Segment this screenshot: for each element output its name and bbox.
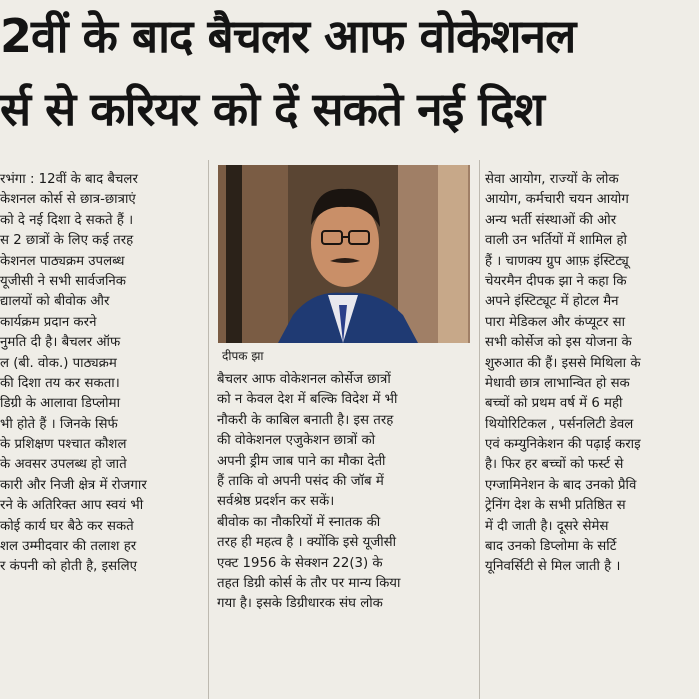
article-line: रने के अतिरिक्त आप स्वयं भी [0, 498, 144, 514]
article-line: सेवा आयोग, राज्यों के लोक [485, 172, 619, 187]
article-line: वाली उन भर्तियों में शामिल हो [485, 233, 627, 249]
article-line: बीवोक का नौकरियों में स्नातक की [217, 514, 381, 530]
article-line: हैं । चाणक्य ग्रुप आफ़ इंस्टिट्यू [485, 253, 629, 269]
article-line: रभंगा : 12वीं के बाद बैचलर [0, 172, 138, 187]
article-line: ट्रेनिंग देश के सभी प्रतिष्ठित स [485, 498, 626, 514]
article-line: अन्य भर्ती संस्थाओं की ओर [485, 212, 617, 228]
article-line: शुरुआत की हैं। इससे मिथिला के [485, 355, 641, 371]
article-line: मेधावी छात्र लाभान्वित हो सक [485, 375, 630, 391]
article-line: बैचलर आफ वोकेशनल कोर्सेज छात्रों [217, 372, 391, 387]
headline-line-2: र्स से करियर को दें सकते नई दिश [0, 82, 544, 136]
article-line: सभी कोर्सेज को इस योजना के [485, 335, 632, 351]
article-line: को न केवल देश में बल्कि विदेश में भी [217, 392, 398, 408]
article-line: में दी जाती है। दूसरे सेमेस [485, 518, 609, 534]
article-line: थियोरिटिकल , पर्सनलिटी डेवल [485, 416, 634, 432]
article-line: तरह ही महत्व है । क्योंकि इसे यूजीसी [217, 535, 397, 551]
article-line: की दिशा तय कर सकता। [0, 375, 120, 391]
article-line: है। फिर हर बच्चों को फर्स्ट से [485, 457, 624, 473]
article-line: यूनिवर्सिटी से मिल जाती है । [485, 559, 621, 575]
headline-line-1: 2वीं के बाद बैचलर आफ वोकेशनल [0, 9, 576, 63]
article-line: नौकरी के काबिल बनाती है। इस तरह [217, 412, 394, 428]
portrait-image [218, 165, 470, 343]
column-divider-left [208, 160, 209, 699]
article-line: तहत डिग्री कोर्स के तौर पर मान्य किया [217, 575, 401, 591]
article-line: द्यालयों को बीवोक और [0, 294, 110, 310]
article-line: को दे नई दिशा दे सकते हैं । [0, 212, 134, 228]
article-line: अपनी ड्रीम जाब पाने का मौका देती [217, 453, 386, 469]
article-line: के प्रशिक्षण पश्चात कौशल [0, 437, 127, 453]
article-line: कार्यक्रम प्रदान करने [0, 314, 97, 330]
article-line: र कंपनी को होती है, इसलिए [0, 559, 137, 575]
article-line: स 2 छात्रों के लिए कई तरह [0, 233, 134, 249]
article-line: भी होते हैं । जिनके सिर्फ [0, 416, 118, 432]
article-line: गया है। इसके डिग्रीधारक संघ लोक [217, 596, 383, 612]
portrait-photo [218, 165, 470, 343]
photo-caption: दीपक झा [222, 349, 264, 363]
article-line: केशनल पाठ्यक्रम उपलब्ध [0, 253, 125, 269]
article-column-middle [217, 370, 473, 699]
article-line: कारी और निजी क्षेत्र में रोजगार [0, 477, 147, 493]
article-line: बाद उनको डिप्लोमा के सर्टि [485, 539, 617, 555]
article-line: अपने इंस्टिट्यूट में होटल मैन [485, 294, 619, 310]
article-line: शल उम्मीदवार की तलाश हर [0, 539, 137, 555]
article-line: चेयरमैन दीपक झा ने कहा कि [485, 273, 627, 289]
article-line: नुमति दी है। बैचलर ऑफ [0, 335, 121, 351]
column-divider-right [479, 160, 480, 699]
article-line: डिग्री के आलावा डिप्लोमा [0, 396, 121, 412]
article-line: बच्चों को प्रथम वर्ष में 6 मही [485, 396, 623, 412]
article-line: एग्जामिनेशन के बाद उनको प्रैवि [485, 477, 637, 493]
article-line: कोई कार्य घर बैठे कर सकते [0, 518, 134, 534]
article-column-left [0, 170, 200, 699]
article-line: हैं ताकि वो अपनी पसंद की जॉब में [217, 473, 384, 489]
article-line: यूजीसी ने सभी सार्वजनिक [0, 273, 127, 289]
article-line: की वोकेशनल एजुकेशन छात्रों को [217, 433, 376, 449]
article-line: सर्वश्रेष्ठ प्रदर्शन कर सकें। [217, 494, 335, 510]
article-line: ल (बी. वोक.) पाठ्यक्रम [0, 355, 117, 371]
article-column-right [485, 170, 699, 699]
article-line: आयोग, कर्मचारी चयन आयोग [485, 192, 629, 208]
article-line: पारा मेडिकल और कंप्यूटर सा [485, 314, 626, 330]
article-line: एक्ट 1956 के सेक्शन 22(3) के [217, 555, 383, 571]
article-line: के अवसर उपलब्ध हो जाते [0, 457, 127, 473]
article-line: केशनल कोर्स से छात्र-छात्राएं [0, 192, 136, 208]
article-line: एवं कम्युनिकेशन की पढ़ाई कराइ [485, 437, 641, 453]
